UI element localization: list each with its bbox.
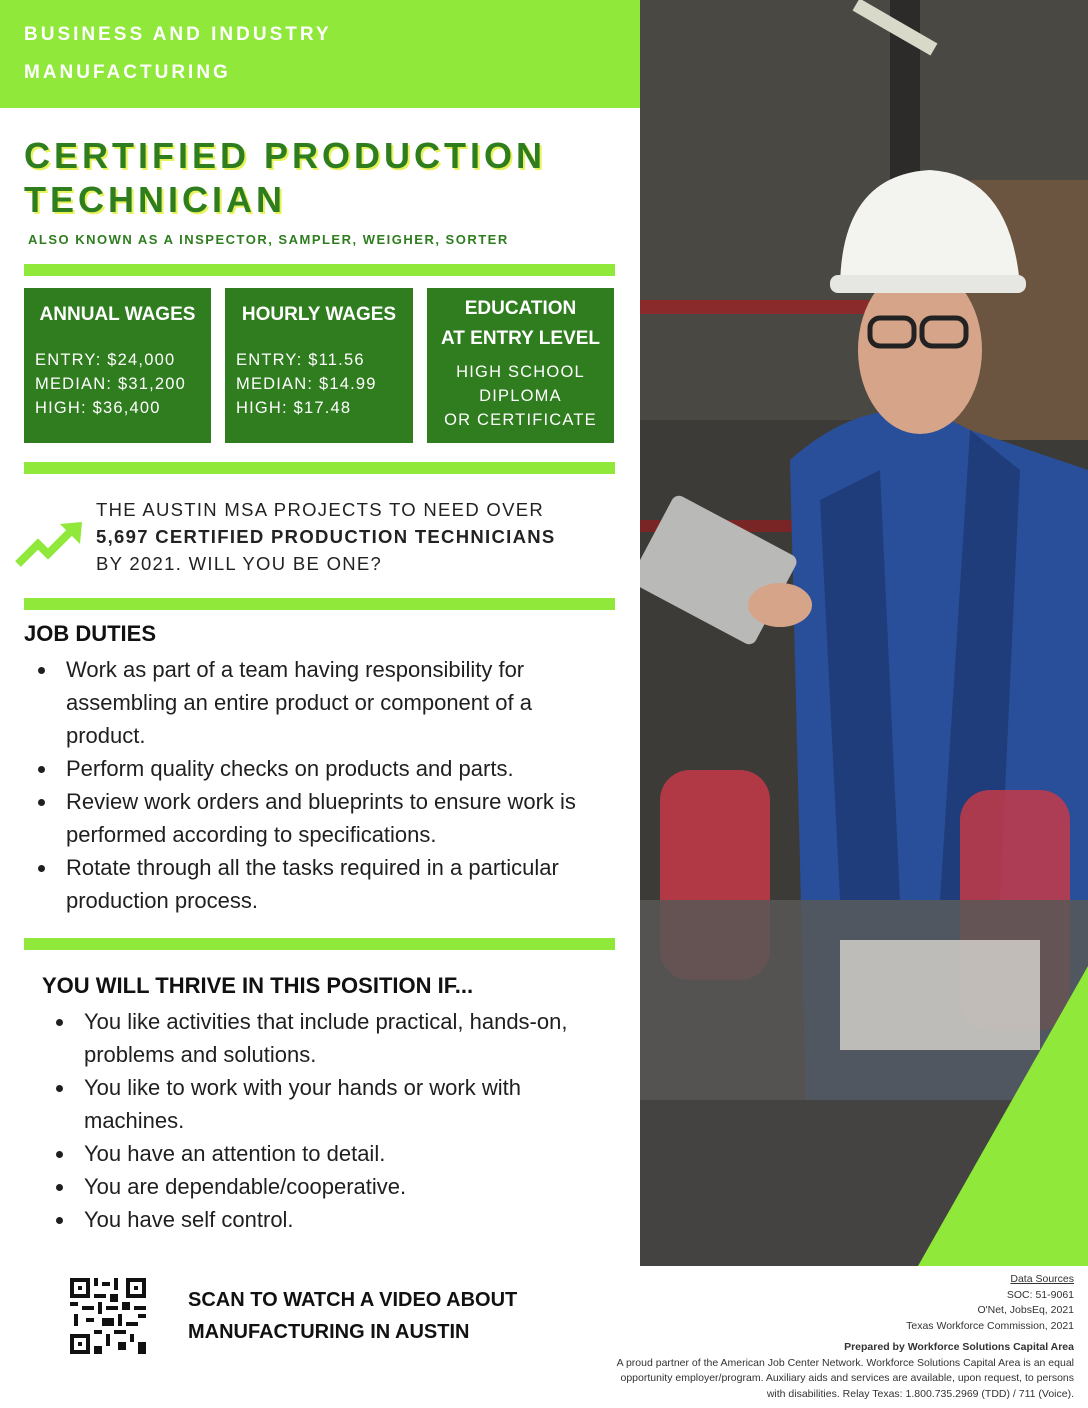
list-item: You like activities that include practical, hands-on, problems and solutions.	[42, 1005, 582, 1071]
source-onet: O'Net, JobsEq, 2021	[977, 1304, 1074, 1316]
projection-line-3: BY 2021. WILL YOU BE ONE?	[96, 553, 383, 574]
corner-accent	[918, 966, 1088, 1266]
page-title	[24, 134, 624, 222]
education-box	[427, 288, 614, 443]
annual-high: HIGH: $36,400	[35, 399, 161, 417]
education-heading-line-2: AT ENTRY LEVEL	[440, 328, 601, 349]
education-line-3: OR CERTIFICATE	[444, 411, 597, 429]
title-line-1: CERTIFIED PRODUCTION	[24, 135, 547, 176]
category-label: BUSINESS AND INDUSTRY	[24, 24, 332, 45]
trend-up-arrow-icon	[14, 520, 84, 570]
sources-heading: Data Sources	[1010, 1273, 1074, 1285]
list-item: You have self control.	[42, 1203, 582, 1236]
education-line-1: HIGH SCHOOL	[456, 363, 585, 381]
prepared-by: Prepared by Workforce Solutions Capital Area	[844, 1341, 1074, 1353]
subcategory-label: MANUFACTURING	[24, 62, 231, 83]
projection-text	[96, 496, 556, 577]
disclaimer: A proud partner of the American Job Center Network. Workforce Solutions Capital Area is an equal opportunity employer/program. Auxiliary aids and services are available, upon request, to persons with disabilities. Relay Texas: 1.800.735.2969 (TDD) / 711 (Voice).	[616, 1356, 1074, 1400]
divider	[24, 938, 615, 950]
education-heading-line-1: EDUCATION	[464, 298, 577, 319]
also-known-as: ALSO KNOWN AS A INSPECTOR, SAMPLER, WEIGHER, SORTER	[28, 232, 509, 247]
source-soc: SOC: 51-9061	[1006, 1288, 1074, 1301]
divider	[24, 264, 615, 276]
scan-line-2: MANUFACTURING IN AUSTIN	[188, 1321, 470, 1343]
scan-line-1: SCAN TO WATCH A VIDEO ABOUT	[188, 1289, 518, 1311]
title-line-2: TECHNICIAN	[24, 179, 286, 220]
scan-video-callout	[188, 1284, 517, 1348]
list-item: You like to work with your hands or work with machines.	[42, 1071, 582, 1137]
hourly-wages-heading: HOURLY WAGES	[241, 304, 397, 325]
job-duties-list	[24, 653, 614, 917]
hourly-high: HIGH: $17.48	[236, 399, 352, 417]
divider	[24, 598, 615, 610]
education-heading	[427, 294, 614, 354]
thrive-heading: YOU WILL THRIVE IN THIS POSITION IF...	[42, 973, 474, 998]
annual-median: MEDIAN: $31,200	[35, 375, 186, 393]
category-banner	[0, 0, 640, 108]
qr-code-icon[interactable]	[70, 1278, 146, 1354]
list-item: You are dependable/cooperative.	[42, 1170, 582, 1203]
divider	[24, 462, 615, 474]
list-item: Perform quality checks on products and parts.	[24, 752, 614, 785]
list-item: Review work orders and blueprints to ensure work is performed according to specifications.	[24, 785, 614, 851]
list-item: You have an attention to detail.	[42, 1137, 582, 1170]
technician-photo	[640, 0, 1088, 1266]
list-item: Work as part of a team having responsibility for assembling an entire product or component of a product.	[24, 653, 614, 752]
projection-line-1: THE AUSTIN MSA PROJECTS TO NEED OVER	[96, 499, 545, 520]
annual-wages-box	[24, 288, 211, 443]
hourly-entry: ENTRY: $11.56	[236, 351, 365, 369]
thrive-list	[42, 1005, 582, 1236]
projection-line-2: 5,697 CERTIFIED PRODUCTION TECHNICIANS	[96, 526, 556, 547]
hourly-median: MEDIAN: $14.99	[236, 375, 377, 393]
annual-wages-heading: ANNUAL WAGES	[39, 304, 196, 325]
data-sources	[604, 1272, 1074, 1402]
education-line-2: DIPLOMA	[479, 387, 562, 405]
source-twc: Texas Workforce Commission, 2021	[906, 1319, 1074, 1332]
list-item: Rotate through all the tasks required in a particular production process.	[24, 851, 614, 917]
job-duties-heading: JOB DUTIES	[24, 621, 157, 646]
annual-entry: ENTRY: $24,000	[35, 351, 176, 369]
hourly-wages-box	[225, 288, 413, 443]
